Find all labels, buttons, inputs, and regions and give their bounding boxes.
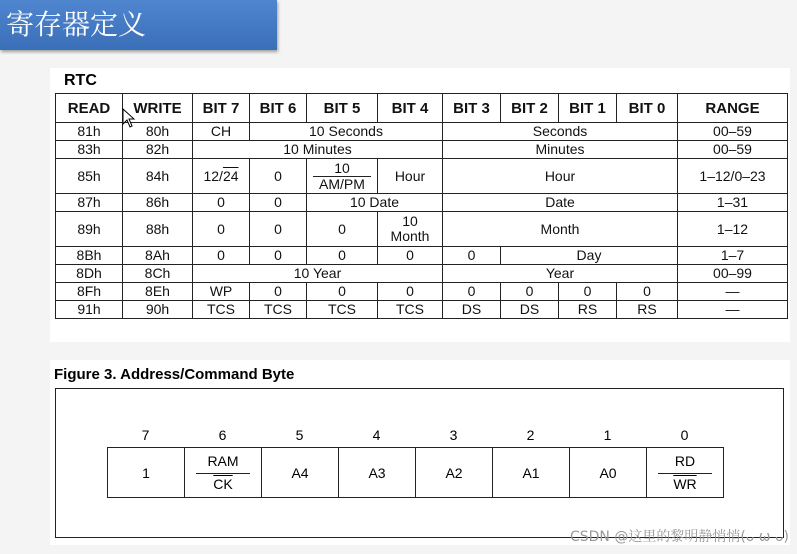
command-bit-cell xyxy=(185,448,262,497)
bit-field: Hour xyxy=(443,159,678,194)
read-addr: 8Bh xyxy=(56,247,123,265)
table-row xyxy=(56,247,788,265)
read-addr: 89h xyxy=(56,212,123,247)
bit-field: Minutes xyxy=(443,141,678,159)
cell-text: A2 xyxy=(445,464,463,481)
bit-number: 4 xyxy=(372,427,381,443)
cell-text: A3 xyxy=(368,464,386,481)
bit-cell: 0 xyxy=(378,247,443,265)
command-bit-cell xyxy=(493,448,570,497)
write-addr: 8Ah xyxy=(123,247,193,265)
rtc-register-panel xyxy=(50,68,790,342)
bit-cell: 0 xyxy=(193,194,250,212)
header-bit4: BIT 4 xyxy=(378,94,443,123)
range-cell: — xyxy=(678,283,788,301)
bit-cell: TCS xyxy=(193,301,250,319)
bit-field: Date xyxy=(443,194,678,212)
header-write: WRITE xyxy=(123,94,193,123)
figure-caption: Figure 3. Address/Command Byte xyxy=(54,366,295,383)
range-cell: 00–59 xyxy=(678,141,788,159)
range-cell: 00–99 xyxy=(678,265,788,283)
bit-field: Seconds xyxy=(443,123,678,141)
command-bit-cell xyxy=(262,448,339,497)
command-byte-box xyxy=(107,447,724,498)
cell-top-text: RAM xyxy=(196,453,249,474)
bit-cell: 0 xyxy=(443,283,501,301)
header-bit5: BIT 5 xyxy=(307,94,378,123)
write-addr: 82h xyxy=(123,141,193,159)
read-addr: 81h xyxy=(56,123,123,141)
bit-cell: TCS xyxy=(250,301,307,319)
range-cell: 1–12 xyxy=(678,212,788,247)
bit-cell: 0 xyxy=(443,247,501,265)
read-addr: 8Fh xyxy=(56,283,123,301)
bit-cell: 0 xyxy=(378,283,443,301)
cell-text: 1 xyxy=(142,464,150,481)
bit7-overline: 24 xyxy=(222,167,239,184)
cell-text: A1 xyxy=(522,464,540,481)
slide-title: 寄存器定义 xyxy=(0,0,277,50)
header-bit7: BIT 7 xyxy=(193,94,250,123)
write-addr: 8Eh xyxy=(123,283,193,301)
table-row xyxy=(56,141,788,159)
rtc-label: RTC xyxy=(64,72,97,89)
cell-bottom-text: $\overline{CK}$ xyxy=(213,476,233,492)
header-bit2: BIT 2 xyxy=(501,94,559,123)
bit-cell: TCS xyxy=(378,301,443,319)
bit-number: 6 xyxy=(218,427,227,443)
write-addr: 88h xyxy=(123,212,193,247)
command-bit-cell xyxy=(416,448,493,497)
bit-number-row xyxy=(107,427,724,443)
bit-field: Month xyxy=(443,212,678,247)
table-row xyxy=(56,212,788,247)
bit-cell: WP xyxy=(193,283,250,301)
bit-number: 3 xyxy=(449,427,458,443)
bit-number: 2 xyxy=(526,427,535,443)
figure-frame xyxy=(55,388,784,538)
read-addr: 8Dh xyxy=(56,265,123,283)
bit-cell: TCS xyxy=(307,301,378,319)
bit-field: 10 Date xyxy=(307,194,443,212)
bit-cell: 0 xyxy=(193,212,250,247)
cell-bottom-text: $\overline{WR}$ xyxy=(673,476,697,492)
bit-field: Year xyxy=(443,265,678,283)
bit-cell: 0 xyxy=(559,283,617,301)
address-command-figure xyxy=(50,360,790,545)
bit-cell: DS xyxy=(501,301,559,319)
command-bit-cell xyxy=(570,448,647,497)
bit-field: Day xyxy=(501,247,678,265)
bit-cell: 0 xyxy=(307,212,378,247)
bit-number: 5 xyxy=(295,427,304,443)
read-addr: 85h xyxy=(56,159,123,194)
bit-cell: 0 xyxy=(250,247,307,265)
rtc-register-table xyxy=(55,93,788,319)
header-bit6: BIT 6 xyxy=(250,94,307,123)
bit-cell: 0 xyxy=(250,194,307,212)
range-cell: — xyxy=(678,301,788,319)
write-addr: 80h xyxy=(123,123,193,141)
header-bit3: BIT 3 xyxy=(443,94,501,123)
watermark: CSDN @这里的黎明静悄悄(ᴗ ω ᴗ) xyxy=(569,529,789,545)
write-addr: 8Ch xyxy=(123,265,193,283)
bit5-bottom: AM/PM xyxy=(319,175,365,192)
bit-cell: RS xyxy=(617,301,678,319)
bit-cell-split xyxy=(307,159,378,194)
bit-field: 10 Year xyxy=(193,265,443,283)
range-cell: 00–59 xyxy=(678,123,788,141)
table-row xyxy=(56,194,788,212)
bit-cell: DS xyxy=(443,301,501,319)
read-addr: 91h xyxy=(56,301,123,319)
bit-cell: 0 xyxy=(501,283,559,301)
table-row xyxy=(56,123,788,141)
command-bit-cell xyxy=(108,448,185,497)
header-read: READ xyxy=(56,94,123,123)
bit-cell xyxy=(193,159,250,194)
cell-text: A0 xyxy=(599,464,617,481)
table-row xyxy=(56,301,788,319)
bit4-bottom: Month xyxy=(390,228,430,244)
header-bit1: BIT 1 xyxy=(559,94,617,123)
bit-cell: RS xyxy=(559,301,617,319)
header-bit0: BIT 0 xyxy=(617,94,678,123)
bit-cell: 0 xyxy=(250,283,307,301)
bit-number: 7 xyxy=(141,427,150,443)
read-addr: 87h xyxy=(56,194,123,212)
bit-cell: Hour xyxy=(378,159,443,194)
command-bit-cell xyxy=(647,448,723,497)
bit-cell: 0 xyxy=(307,247,378,265)
table-header-row xyxy=(56,94,788,123)
range-cell: 1–12/0–23 xyxy=(678,159,788,194)
cell-top-text: RD xyxy=(658,453,711,474)
range-cell: 1–31 xyxy=(678,194,788,212)
table-row xyxy=(56,159,788,194)
bit-cell: 0 xyxy=(307,283,378,301)
read-addr: 83h xyxy=(56,141,123,159)
bit5-top: 10 xyxy=(313,161,371,177)
bit-field: 10 Seconds xyxy=(250,123,443,141)
bit-cell: 0 xyxy=(250,159,307,194)
header-range: RANGE xyxy=(678,94,788,123)
range-cell: 1–7 xyxy=(678,247,788,265)
bit-number: 0 xyxy=(680,427,689,443)
write-addr: 84h xyxy=(123,159,193,194)
bit-field: 10 Minutes xyxy=(193,141,443,159)
bit4-top: 10 xyxy=(402,213,418,229)
write-addr: 90h xyxy=(123,301,193,319)
table-row xyxy=(56,265,788,283)
bit-number: 1 xyxy=(603,427,612,443)
bit-cell: 0 xyxy=(250,212,307,247)
bit-cell-split xyxy=(378,212,443,247)
command-bit-cell xyxy=(339,448,416,497)
cell-text: A4 xyxy=(291,464,309,481)
bit7-prefix: 12/ xyxy=(203,167,223,184)
bit-cell: CH xyxy=(193,123,250,141)
table-row xyxy=(56,283,788,301)
write-addr: 86h xyxy=(123,194,193,212)
mouse-pointer-icon xyxy=(122,108,136,128)
bit-cell: 0 xyxy=(193,247,250,265)
bit-cell: 0 xyxy=(617,283,678,301)
